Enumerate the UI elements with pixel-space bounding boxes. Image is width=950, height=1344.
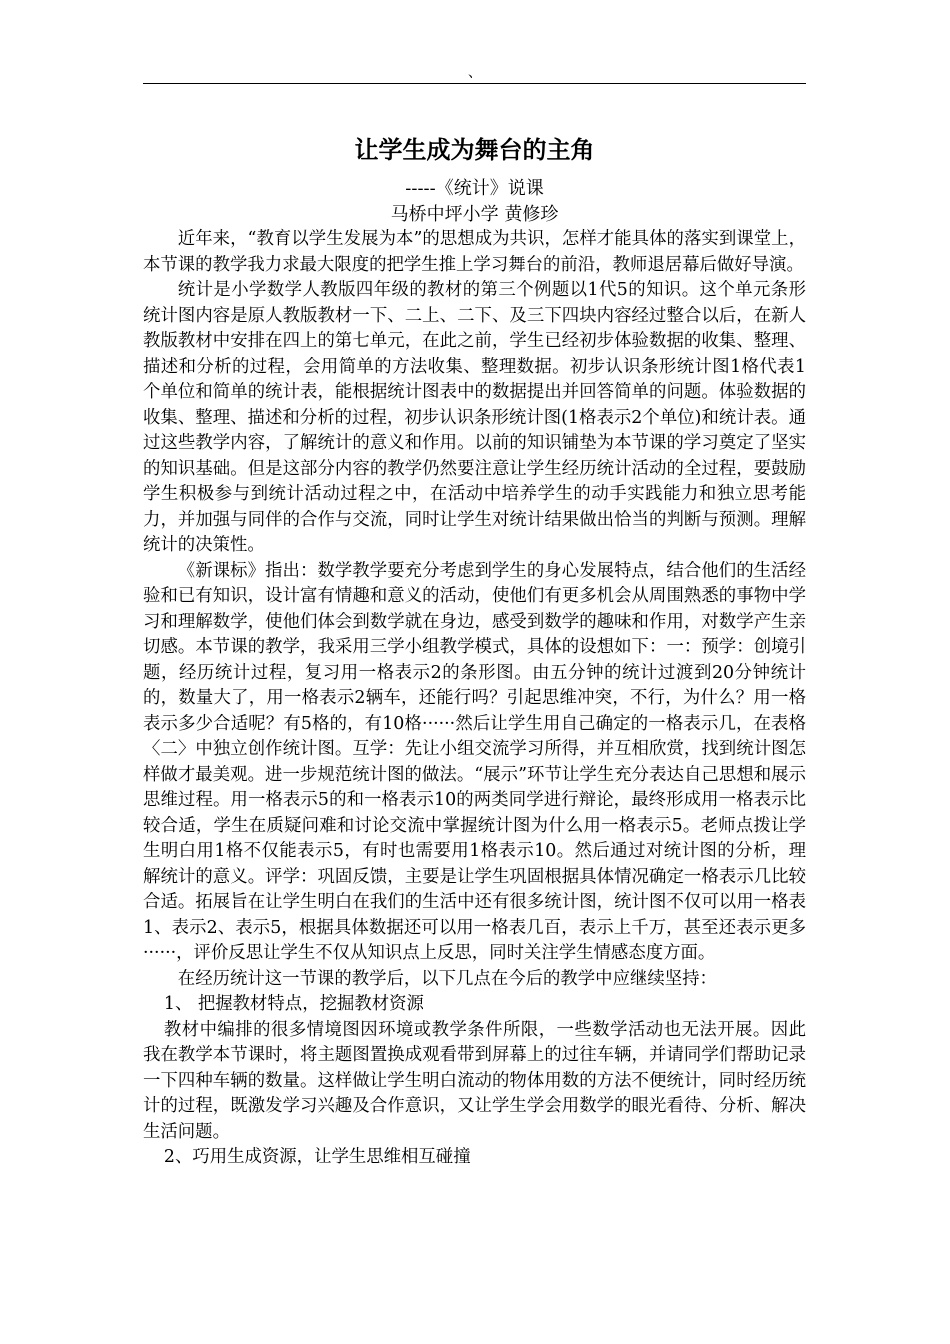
paragraph-textbook: 统计是小学数学人教版四年级的教材的第三个例题以1代5的知识。这个单元条形统计图内容是原人教版教材一下、二上、二下、及三下四块内容经过整合以后，在新人教版教材中安排在四上的第七单元，在此之前，学生已经初步体验数据的收集、整理、描述和分析的过程，会用简单的方法收集、整理数据。初步认识条形统计图1格代表1个单位和简单的统计表，能根据统计图表中的数据提出并回答简单的问题。体验数据的收集、整理、描述和分析的过程，初步认识条形统计图(1格表示2个单位)和统计表。通过这些教学内容，了解统计的意义和作用。以前的知识铺垫为本节课的学习奠定了坚实的知识基础。但是这部分内容的教学仍然要注意让学生经历统计活动的全过程，要鼓励学生积极参与到统计活动过程之中，在活动中培养学生的动手实践能力和独立思考能力，并加强与同伴的合作与交流，同时让学生对统计结果做出恰当的判断与预测。理解统计的决策性。 [143,280,806,555]
header-mark: 、 [468,65,482,81]
paragraph-intro: 近年来，“教育以学生发展为本”的思想成为共识，怎样才能具体的落实到课堂上，本节课的教学我力求最大限度的把学生推上学习舞台的前沿，教师退居幕后做好导演。 [143,229,806,275]
paragraph-curriculum: 《新课标》指出：数学教学要充分考虑到学生的身心发展特点，结合他们的生活经验和已有知识，设计富有情趣和意义的活动，使他们有更多机会从周围熟悉的事物中学习和理解数学，使他们体会到数学就在身边，感受到数学的趣味和作用，对数学产生亲切感。本节课的教学，我采用三学小组教学模式，具体的设想如下：一：预学：创境引题，经历统计过程，复习用一格表示2的条形图。由五分钟的统计过渡到20分钟统计的，数量大了，用一格表示2辆车，还能行吗？引起思维冲突，不行，为什么？用一格表示多少合适呢？有5格的，有10格······然后让学生用自己确定的一格表示几，在表格〈二〉中独立创作统计图。互学：先让小组交流学习所得，并互相欣赏，找到统计图怎样做才最美观。进一步规范统计图的做法。“展示”环节让学生充分表达自己思想和展示思维过程。用一格表示5的和一格表示10的两类同学进行辩论，最终形成用一格表示比较合适，学生在质疑问难和讨论交流中掌握统计图为什么用一格表示5。老师点拨让学生明白用1格不仅能表示5，有时也需要用1格表示10。然后通过对统计图的分析，理解统计的意义。评学：巩固反馈，主要是让学生巩固根据具体情况确定一格表示几比较合适。拓展旨在让学生明白在我们的生活中还有很多统计图，统计图不仅可以用一格表1、表示2、表示5，根据具体数据还可以用一格表几百，表示上千万，甚至还表示更多······，评价反思让学生不仅从知识点上反思，同时关注学生情感态度方面。 [143,560,806,963]
document-subtitle: -----《统计》说课 [405,178,544,199]
paragraph-reflection: 在经历统计这一节课的教学后，以下几点在今后的教学中应继续坚持： [177,968,717,989]
header-rule [143,83,806,84]
document-author: 马桥中坪小学 黄修珍 [390,203,559,225]
list-item-2: 2、巧用生成资源，让学生思维相互碰撞 [163,1147,471,1167]
document-body [143,134,806,1171]
paragraph-item-1: 教材中编排的很多情境图因环境或教学条件所限，一些数学活动也无法开展。因此我在教学本节课时，将主题图置换成观看带到屏幕上的过往车辆，并请同学们帮助记录一下四种车辆的数量。这样做让学生明白流动的物体用数的方法不便统计，同时经历统计的过程，既激发学习兴趣及合作意识，又让学生学会用数学的眼光看待、分析、解决生活问题。 [143,1019,806,1142]
document-title: 让学生成为舞台的主角 [354,136,595,164]
list-item-1: 1、 把握教材特点，挖掘教材资源 [163,994,424,1014]
